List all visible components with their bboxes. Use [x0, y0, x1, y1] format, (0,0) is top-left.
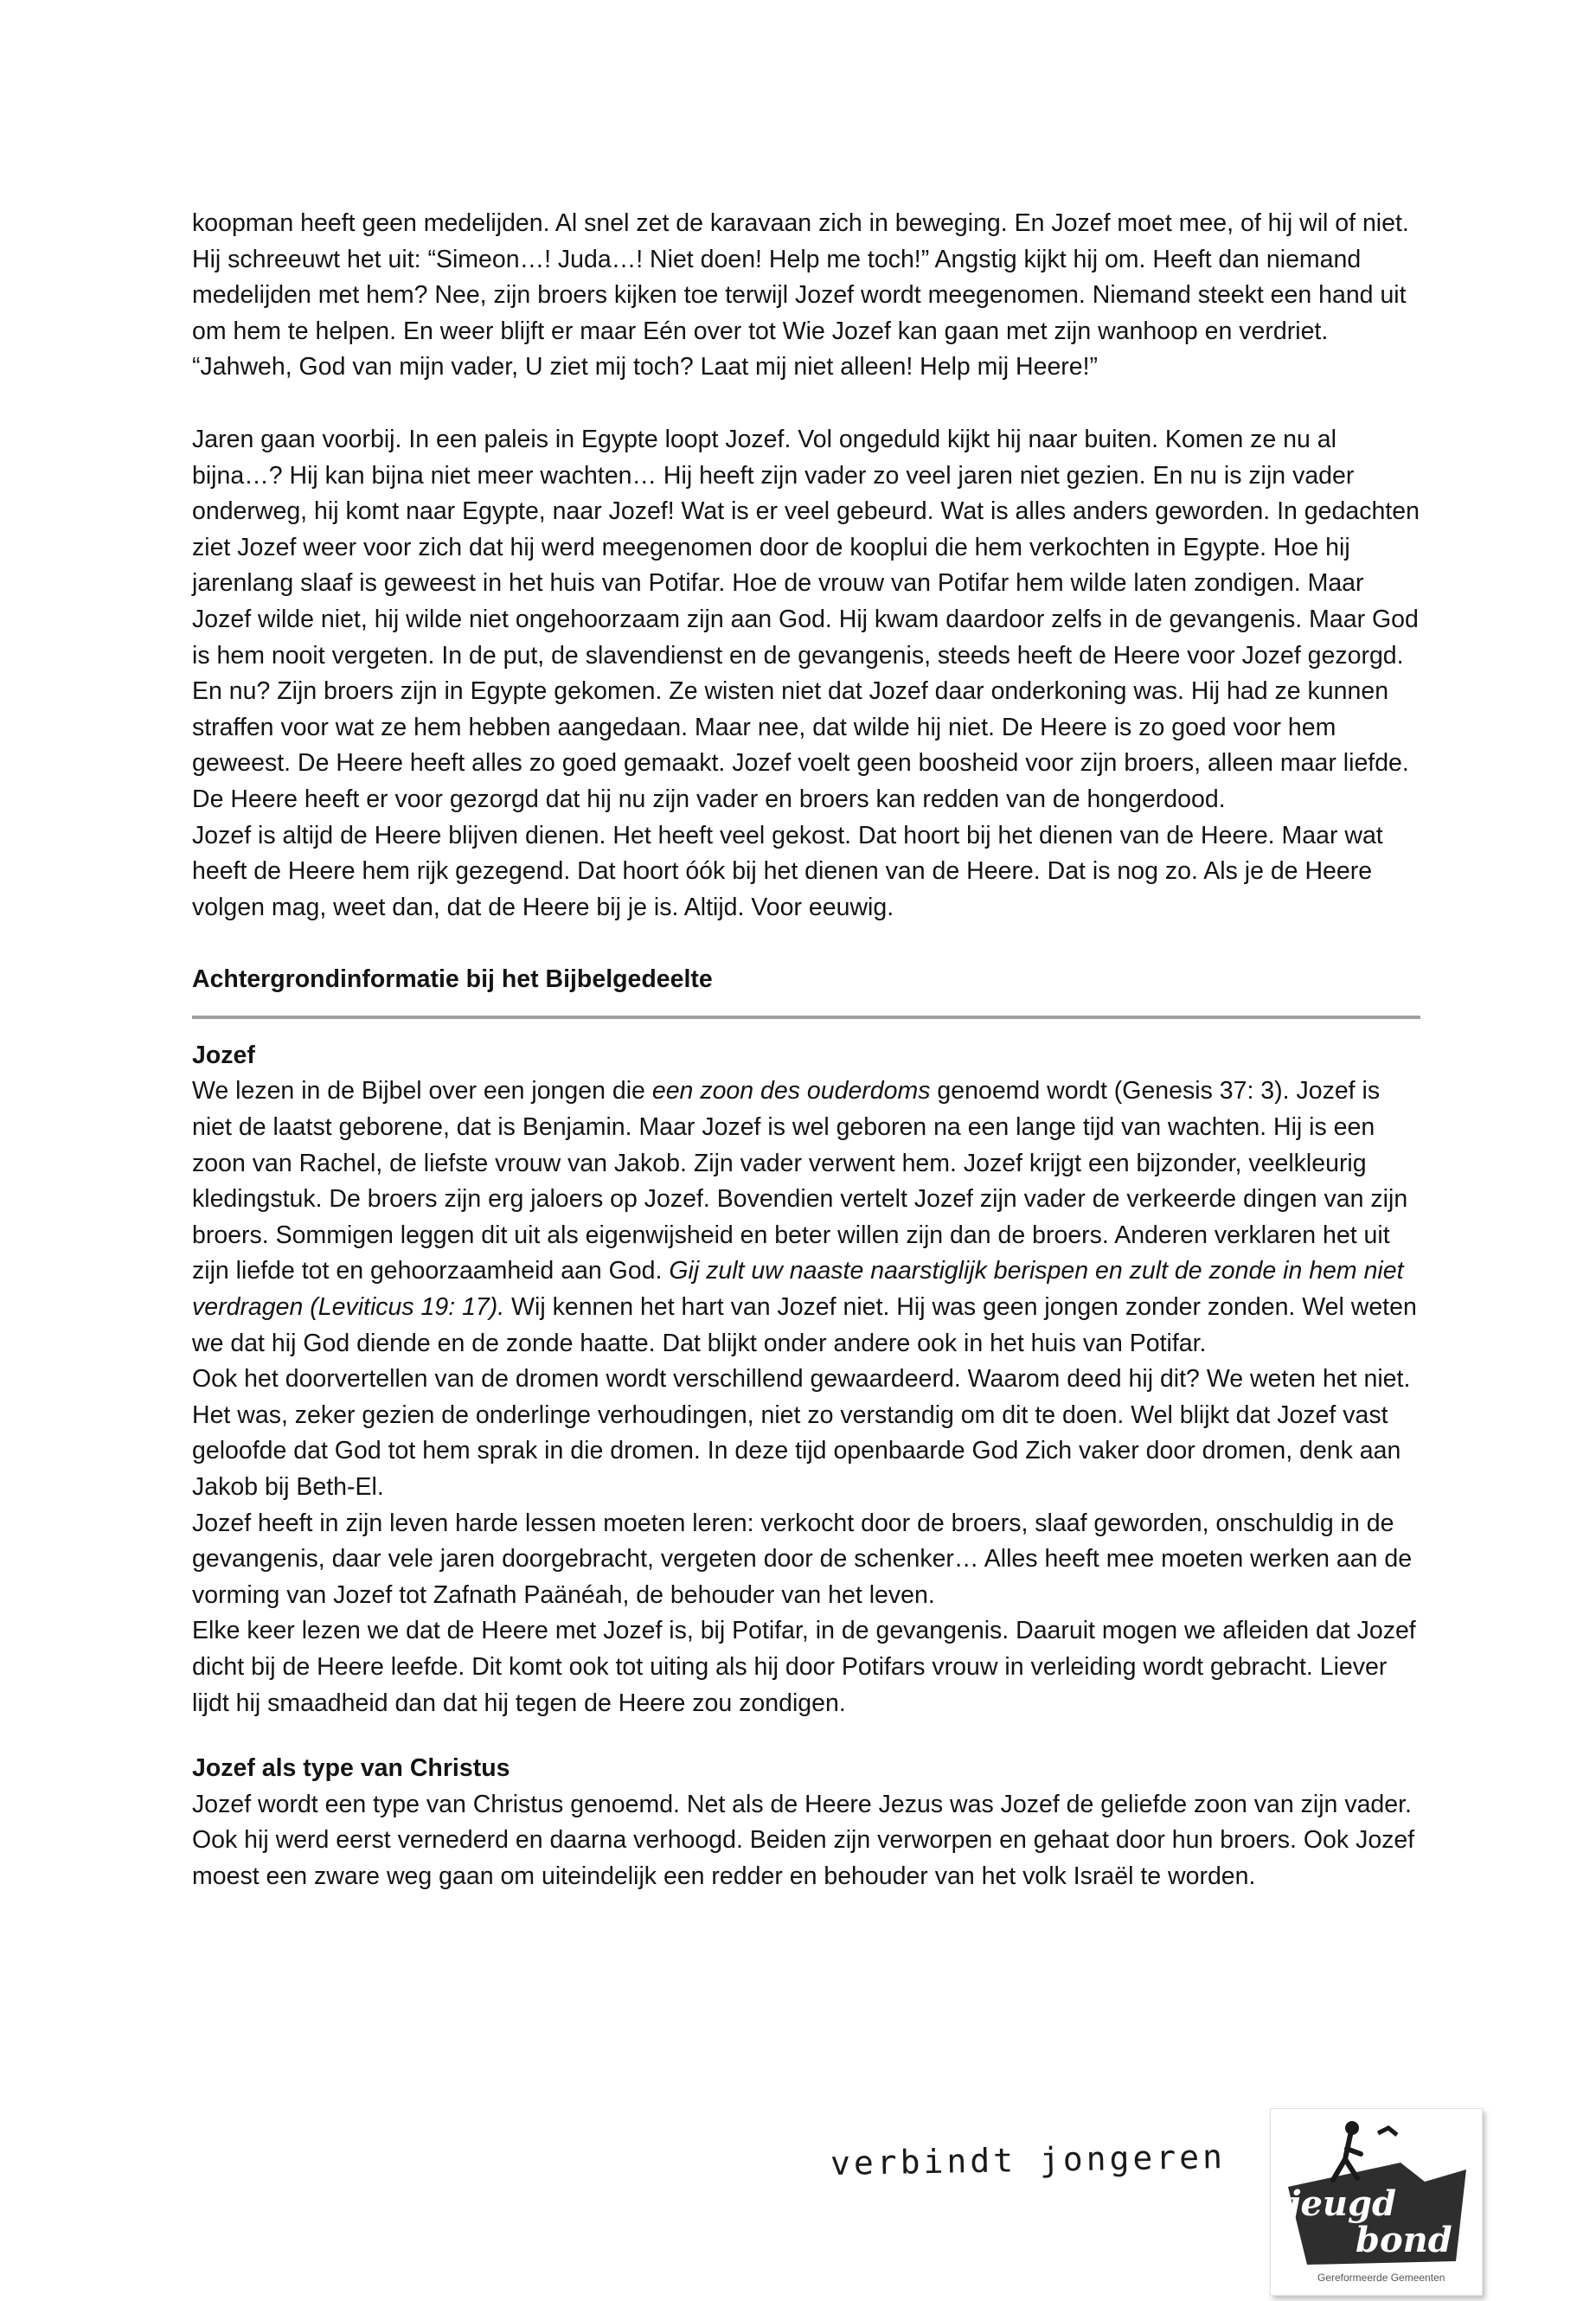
background-heading: Achtergrondinformatie bij het Bijbelgedeelte	[192, 965, 713, 994]
section-title-type: Jozef als type van Christus	[192, 1754, 510, 1783]
story-paragraph-2: Jaren gaan voorbij. In een paleis in Egypte loopt Jozef. Vol ongeduld kijkt hij naar buiten. Komen ze nu al bijna…? Hij kan bijna niet meer wachten… Hij heeft zijn vader zo veel jaren niet gezien. En nu is zijn vader onderweg, hij komt naar Egypte, naar Jozef! Wat is er veel gebeurd. Wat is alles anders geworden. In gedachten ziet Jozef weer voor zich dat hij werd meegenomen door de kooplui die hem verkochten in Egypte. Hoe hij jarenlang slaaf is geweest in het huis van Potifar. Hoe de vrouw van Potifar hem wilde laten zondigen. Maar Jozef wilde niet, hij wilde niet ongehoorzaam zijn aan God. Hij kwam daardoor zelfs in de gevangenis. Maar God is hem nooit vergeten. In de put, de slavendienst en de gevangenis, steeds heeft de Heere voor Jozef gezorgd.	[192, 425, 1420, 670]
section-divider	[192, 1016, 1420, 1019]
footer-tagline: verbindt jongeren	[830, 2138, 1227, 2182]
jozef-paragraph-1: We lezen in de Bijbel over een jongen die een zoon des ouderdoms genoemd wordt (Genesis 37: 3). Jozef is niet de laatst geborene, dat is Benjamin. Maar Jozef is wel geboren na een lange tijd van wachten. Hij is een zoon van Rachel, de liefste vrouw van Jakob. Zijn vader verwent hem. Jozef krijgt een bijzonder, veelkleurig kledingstuk. De broers zijn erg jaloers op Jozef. Bovendien vertelt Jozef zijn vader de verkeerde dingen van zijn broers. Sommigen leggen dit uit als eigenwijsheid en beter willen zijn dan de broers. Anderen verklaren het uit zijn liefde tot en gehoorzaamheid aan God. Gij zult uw naaste naarstiglijk berispen en zult de zonde in hem niet verdragen (Leviticus 19: 17). Wij kennen het hart van Jozef niet. Hij was geen jongen zonder zonden. Wel weten we dat hij God diende en de zonde haatte. Dat blijkt onder andere ook in het huis van Potifar.	[192, 1077, 1417, 1357]
section-title-jozef: Jozef	[192, 1041, 255, 1069]
logo-subtitle: Gereformeerde Gemeenten	[1317, 2272, 1445, 2284]
jozef-paragraph-4: Elke keer lezen we dat de Heere met Jozef is, bij Potifar, in de gevangenis. Daaruit mogen we afleiden dat Jozef dicht bij de Heere leefde. Dit komt ook tot uiting als hij door Potifars vrouw in verleiding wordt gebracht. Liever lijdt hij smaadheid dan dat hij tegen de Heere zou zondigen.	[192, 1617, 1416, 1717]
story-paragraph-1: koopman heeft geen medelijden. Al snel zet de karavaan zich in beweging. En Jozef moet mee, of hij wil of niet. Hij schreeuwt het uit: “Simeon…! Juda…! Niet doen! Help me toch!” Angstig kijkt hij om. Heeft dan niemand medelijden met hem? Nee, zijn broers kijken toe terwijl Jozef wordt meegenomen. Niemand steekt een hand uit om hem te helpen. En weer blijft er maar Eén over tot Wie Jozef kan gaan met zijn wanhoop en verdriet. “Jahweh, God van mijn vader, U ziet mij toch? Laat mij niet alleen! Help mij Heere!”	[192, 209, 1409, 381]
jozef-paragraph-3: Jozef heeft in zijn leven harde lessen moeten leren: verkocht door de broers, slaaf geworden, onschuldig in de gevangenis, daar vele jaren doorgebracht, vergeten door de schenker… Alles heeft mee moeten werken aan de vorming van Jozef tot Zafnath Paänéah, de behouder van het leven.	[192, 1509, 1413, 1609]
jeugdbond-logo	[1270, 2108, 1483, 2296]
logo-word-jeugd: jeugd	[1288, 2183, 1396, 2224]
document-body	[192, 206, 1420, 1895]
story-paragraph-3: En nu? Zijn broers zijn in Egypte gekomen. Ze wisten niet dat Jozef daar onderkoning was. Hij had ze kunnen straffen voor wat ze hem hebben aangedaan. Maar nee, dat wilde hij niet. De Heere is zo goed voor hem geweest. De Heere heeft alles zo goed gemaakt. Jozef voelt geen boosheid voor zijn broers, alleen maar liefde. De Heere heeft er voor gezorgd dat hij nu zijn vader en broers kan redden van de hongerdood.	[192, 677, 1409, 813]
logo-word-bond: bond	[1356, 2220, 1452, 2260]
type-paragraph-1: Jozef wordt een type van Christus genoemd. Net als de Heere Jezus was Jozef de geliefde zoon van zijn vader. Ook hij werd eerst vernederd en daarna verhoogd. Beiden zijn verworpen en gehaat door hun broers. Ook Jozef moest een zware weg gaan om uiteindelijk een redder en behouder van het volk Israël te worden.	[192, 1790, 1415, 1890]
story-paragraph-4: Jozef is altijd de Heere blijven dienen. Het heeft veel gekost. Dat hoort bij het dienen van de Heere. Maar wat heeft de Heere hem rijk gezegend. Dat hoort óók bij het dienen van de Heere. Dat is nog zo. Als je de Heere volgen mag, weet dan, dat de Heere bij je is. Altijd. Voor eeuwig.	[192, 821, 1383, 921]
jozef-paragraph-2: Ook het doorvertellen van de dromen wordt verschillend gewaardeerd. Waarom deed hij dit? We weten het niet. Het was, zeker gezien de onderlinge verhoudingen, niet zo verstandig om dit te doen. Wel blijkt dat Jozef vast geloofde dat God tot hem sprak in die dromen. In deze tijd openbaarde God Zich vaker door dromen, denk aan Jakob bij Beth-El.	[192, 1365, 1411, 1501]
